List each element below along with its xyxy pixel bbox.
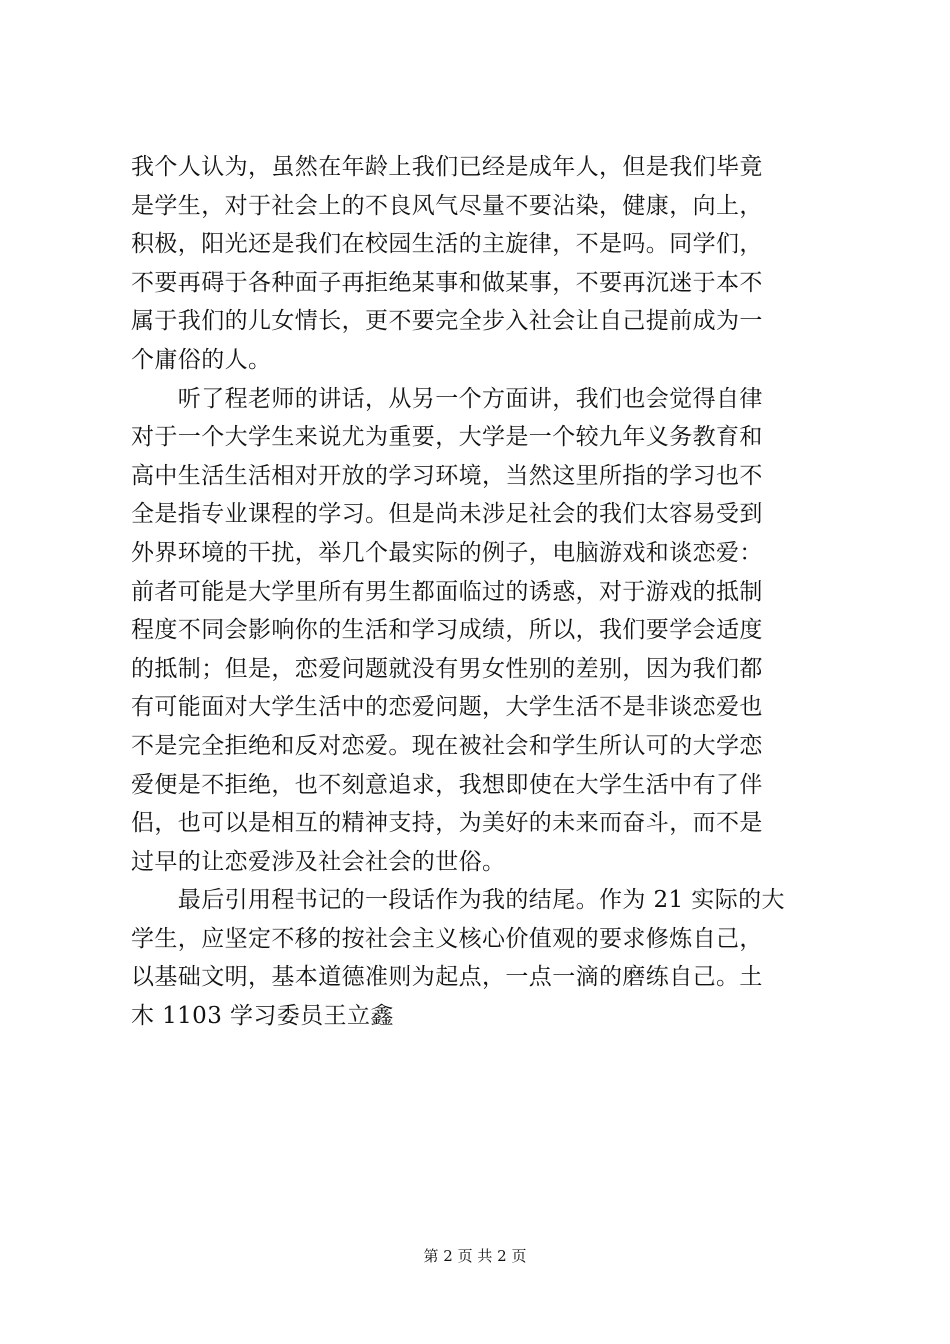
text-line: 对于一个大学生来说尤为重要，大学是一个较九年义务教育和 (131, 424, 763, 451)
document-body (131, 148, 831, 1036)
text-line: 程度不同会影响你的生活和学习成绩，所以，我们要学会适度 (131, 617, 763, 644)
text-line: 有可能面对大学生活中的恋爱问题，大学生活不是非谈恋爱也 (131, 694, 763, 721)
text-line: 是学生，对于社会上的不良风气尽量不要沾染，健康，向上， (131, 192, 763, 219)
text-line: 不是完全拒绝和反对恋爱。现在被社会和学生所认可的大学恋 (131, 732, 763, 759)
text-line: 外界环境的干扰，举几个最实际的例子，电脑游戏和谈恋爱： (131, 539, 763, 566)
text-line: 积极，阳光还是我们在校园生活的主旋律，不是吗。同学们， (131, 231, 763, 258)
text-line: 最后引用程书记的一段话作为我的结尾。作为 21 实际的大 (131, 887, 785, 914)
text-line: 听了程老师的讲话，从另一个方面讲，我们也会觉得自律 (131, 385, 763, 412)
text-line: 的抵制；但是，恋爱问题就没有男女性别的差别，因为我们都 (131, 655, 763, 682)
text-line: 过早的让恋爱涉及社会社会的世俗。 (131, 848, 506, 875)
text-line: 以基础文明，基本道德准则为起点，一点一滴的磨练自己。土 (131, 964, 763, 991)
page-footer: 第 2 页 共 2 页 (423, 1247, 527, 1265)
text-line: 木 1103 学习委员王立鑫 (131, 1003, 394, 1030)
text-line: 高中生活生活相对开放的学习环境，当然这里所指的学习也不 (131, 462, 763, 489)
text-line: 个庸俗的人。 (131, 346, 272, 373)
text-line: 爱便是不拒绝，也不刻意追求，我想即使在大学生活中有了伴 (131, 771, 763, 798)
text-line: 前者可能是大学里所有男生都面临过的诱惑，对于游戏的抵制 (131, 578, 763, 605)
text-line: 我个人认为，虽然在年龄上我们已经是成年人，但是我们毕竟 (131, 154, 763, 180)
text-line: 不要再碍于各种面子再拒绝某事和做某事，不要再沉迷于本不 (131, 269, 763, 296)
text-line: 侣，也可以是相互的精神支持，为美好的未来而奋斗，而不是 (131, 810, 763, 837)
text-line: 属于我们的儿女情长，更不要完全步入社会让自己提前成为一 (131, 308, 763, 335)
text-line: 全是指专业课程的学习。但是尚未涉足社会的我们太容易受到 (131, 501, 763, 528)
text-line: 学生，应坚定不移的按社会主义核心价值观的要求修炼自己， (131, 925, 763, 952)
